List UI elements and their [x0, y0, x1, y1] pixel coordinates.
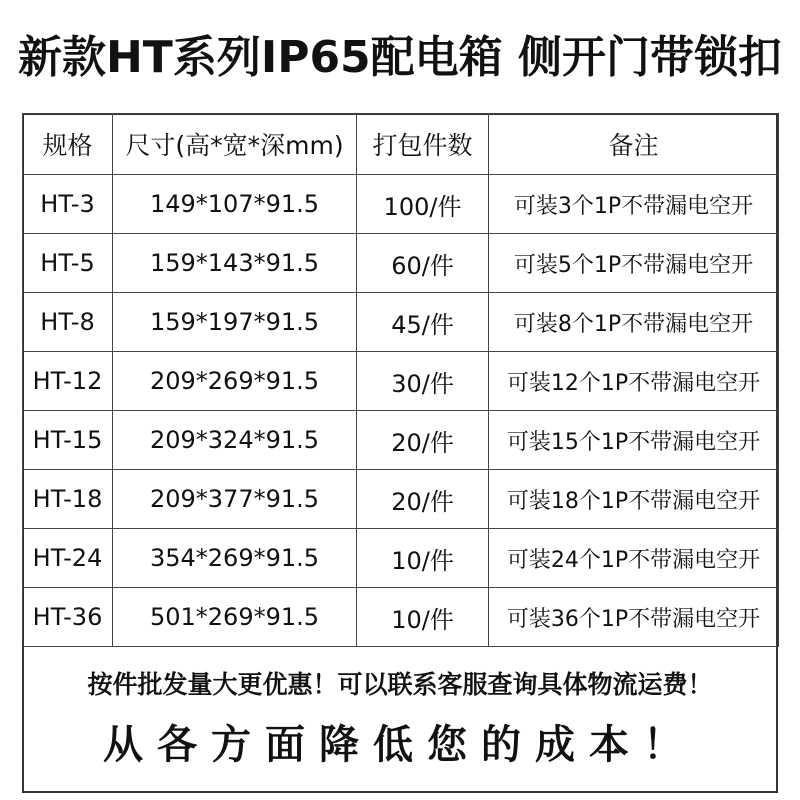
cell-pack-count: 60/件 — [357, 234, 489, 293]
table-row — [23, 529, 779, 588]
table-header-row — [23, 114, 779, 175]
cell-model: HT-18 — [23, 470, 113, 529]
cell-size: 209*324*91.5 — [113, 411, 357, 470]
cost-slogan: 从各方面降低您的成本！ — [103, 722, 697, 768]
cell-size: 149*107*91.5 — [113, 175, 357, 234]
table-row — [23, 470, 779, 529]
cell-pack-count: 10/件 — [357, 588, 489, 647]
table-row — [23, 234, 779, 293]
cell-pack-count: 20/件 — [357, 411, 489, 470]
cell-remark: 可装18个1P不带漏电空开 — [489, 470, 779, 529]
cell-remark: 可装24个1P不带漏电空开 — [489, 529, 779, 588]
table-row — [23, 588, 779, 647]
header-pack-count: 打包件数 — [357, 114, 489, 175]
cell-pack-count: 10/件 — [357, 529, 489, 588]
cell-size: 354*269*91.5 — [113, 529, 357, 588]
table-row — [23, 411, 779, 470]
cell-model: HT-5 — [23, 234, 113, 293]
cell-model: HT-8 — [23, 293, 113, 352]
cell-remark: 可装12个1P不带漏电空开 — [489, 352, 779, 411]
cell-size: 159*143*91.5 — [113, 234, 357, 293]
cell-remark: 可装3个1P不带漏电空开 — [489, 175, 779, 234]
table-row — [23, 175, 779, 234]
cell-pack-count: 20/件 — [357, 470, 489, 529]
page-title: 新款HT系列IP65配电箱 侧开门带锁扣 — [17, 32, 782, 83]
cell-pack-count: 45/件 — [357, 293, 489, 352]
cell-remark: 可装8个1P不带漏电空开 — [489, 293, 779, 352]
header-remark: 备注 — [489, 114, 779, 175]
cell-remark: 可装36个1P不带漏电空开 — [489, 588, 779, 647]
table-row — [23, 293, 779, 352]
cell-model: HT-15 — [23, 411, 113, 470]
cell-size: 209*377*91.5 — [113, 470, 357, 529]
cell-remark: 可装5个1P不带漏电空开 — [489, 234, 779, 293]
notice-box — [22, 653, 778, 793]
header-size: 尺寸(高*宽*深mm) — [113, 114, 357, 175]
table-row — [23, 352, 779, 411]
cell-pack-count: 100/件 — [357, 175, 489, 234]
cell-size: 209*269*91.5 — [113, 352, 357, 411]
wholesale-notice: 按件批发量大更优惠！可以联系客服查询具体物流运费！ — [87, 670, 713, 699]
cell-model: HT-36 — [23, 588, 113, 647]
spec-table — [22, 113, 779, 647]
cell-remark: 可装15个1P不带漏电空开 — [489, 411, 779, 470]
cell-model: HT-3 — [23, 175, 113, 234]
cell-model: HT-12 — [23, 352, 113, 411]
cell-size: 159*197*91.5 — [113, 293, 357, 352]
header-model: 规格 — [23, 114, 113, 175]
cell-model: HT-24 — [23, 529, 113, 588]
cell-size: 501*269*91.5 — [113, 588, 357, 647]
cell-pack-count: 30/件 — [357, 352, 489, 411]
